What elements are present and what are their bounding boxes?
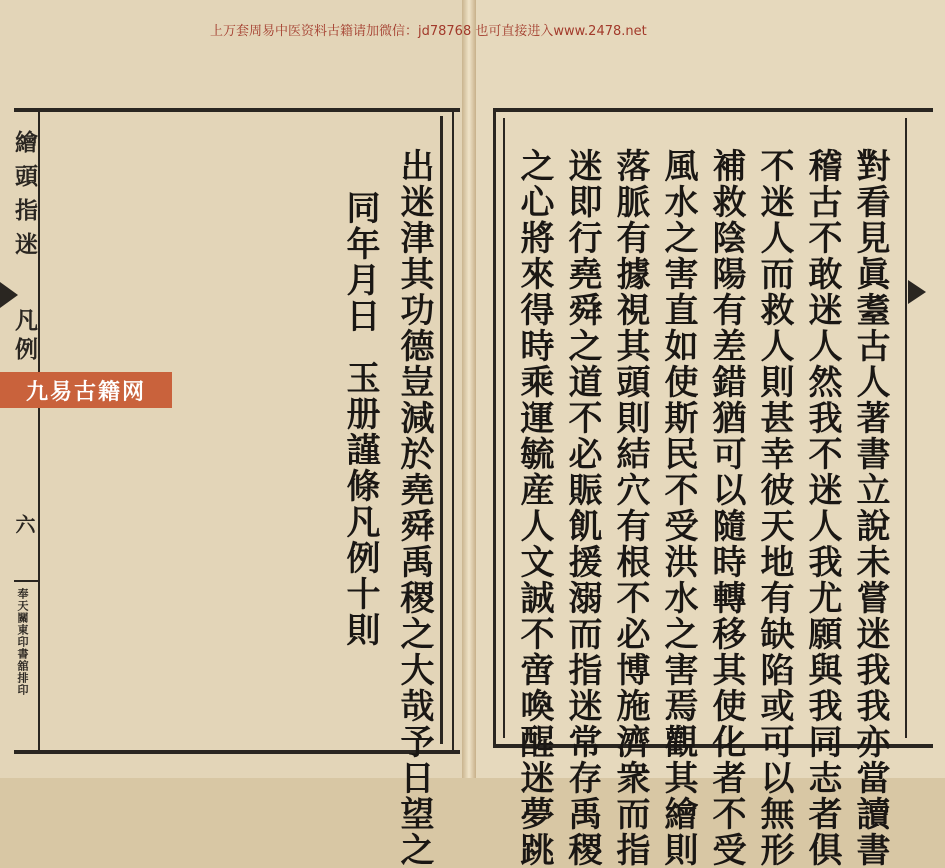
margin-book-title: 繪頭指迷	[11, 130, 38, 266]
text-column: 對看見眞耋古人著書立說未嘗迷我我亦當讀書	[850, 148, 890, 868]
margin-printer: 奉天關東印書舘排印	[16, 588, 29, 696]
left-frame-inner-right	[440, 116, 443, 744]
fishtail-mark-left	[0, 282, 18, 308]
left-margin-divider	[14, 580, 40, 582]
left-frame-outer-right	[452, 108, 454, 754]
right-frame-outer-left	[493, 108, 496, 748]
right-frame-inner-left	[503, 118, 505, 738]
left-frame-top	[14, 108, 460, 112]
fishtail-mark-right	[908, 280, 926, 304]
date-line: 同年月日	[340, 190, 380, 334]
site-stamp: 九易古籍网	[0, 372, 172, 408]
text-column: 風水之害直如使斯民不受洪水之害焉觀其繪則	[658, 148, 698, 868]
right-frame-top	[493, 108, 933, 112]
text-column: 不迷人而救人則甚幸彼天地有缺陷或可以無形	[754, 148, 794, 868]
text-column: 迷即行堯舜之道不必賑飢援溺而指迷常存禹稷	[562, 148, 602, 868]
right-frame-inner-right	[905, 118, 907, 738]
text-column: 稽古不敢迷人然我不迷人我尤願與我同志者俱	[802, 148, 842, 868]
margin-page-number: 六	[12, 514, 36, 534]
book-spine	[462, 0, 476, 778]
signature: 玉册謹條凡例十則	[340, 360, 380, 648]
watermark-text: 上万套周易中医资料古籍请加微信：jd78768 也可直接进入www.2478.net	[210, 24, 647, 39]
text-column: 補救陰陽有差錯猶可以隨時轉移其使化者不受	[706, 148, 746, 868]
margin-section-title: 凡例	[11, 308, 38, 366]
text-column: 之心將來得時乘運毓産人文誠不啻喚醒迷夢跳	[514, 148, 554, 868]
text-column: 出迷津其功德豈減於堯舜禹稷之大哉予日望之	[394, 148, 434, 868]
text-column: 落脈有據視其頭則結穴有根不必博施濟衆而指	[610, 148, 650, 868]
